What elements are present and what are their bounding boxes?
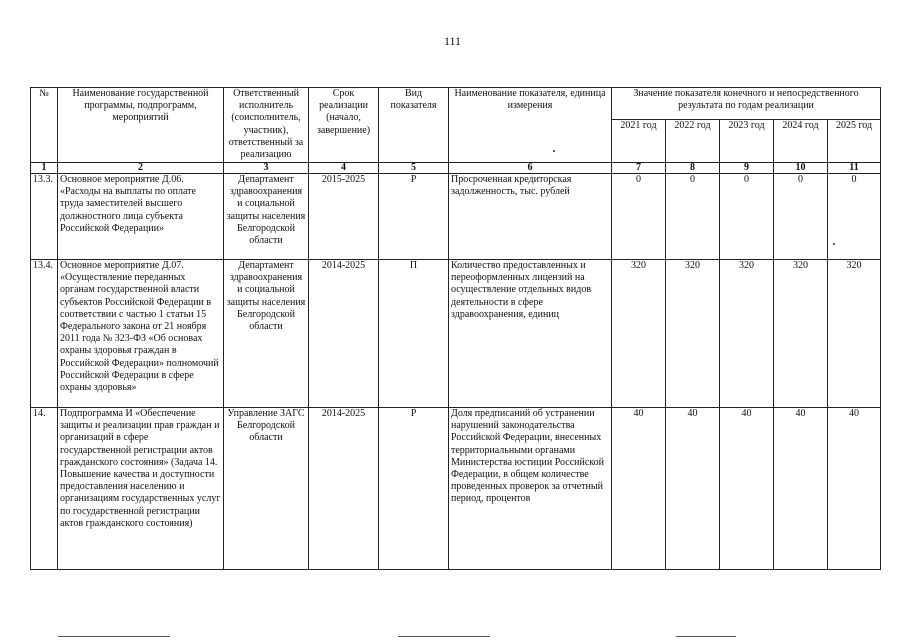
row-num: 13.3.	[31, 174, 58, 260]
column-number: 4	[309, 163, 379, 174]
column-number: 6	[449, 163, 612, 174]
row-executor: Департамент здравоохранения и социальной защиты населения Белгородской области	[224, 260, 309, 408]
row-value: 320	[666, 260, 720, 408]
column-number: 10	[774, 163, 828, 174]
row-value: 320	[720, 260, 774, 408]
row-period: 2014-2025	[309, 260, 379, 408]
header-executor: Ответственный исполнитель (соисполнитель, участник), ответственный за реализацию	[224, 88, 309, 163]
header-year: 2023 год	[720, 120, 774, 163]
column-number: 8	[666, 163, 720, 174]
header-year: 2024 год	[774, 120, 828, 163]
header-year: 2021 год	[612, 120, 666, 163]
scan-edge-line	[676, 636, 736, 637]
scan-edge-line	[58, 636, 170, 637]
row-num: 13.4.	[31, 260, 58, 408]
row-program: Основное мероприятие Д.07. «Осуществление переданных органам государственной власти субъектов Российской Федерации в соответствии с частью 1 статьи 15 Федерального закона от 21 ноября 2011 года № 323-ФЗ «Об основах охраны здоровья граждан в Российской Федерации» полномочий Российской Федерации в сфере охраны здоровья»	[58, 260, 224, 408]
row-indicator: Доля предписаний об устранении нарушений законодательства Российской Федерации, внесенных территориальными органами Министерства юстиции Российской Федерации, в общем количестве проведенных проверок за отчетный период, процентов	[449, 408, 612, 570]
row-value: 40	[774, 408, 828, 570]
row-value: 40	[612, 408, 666, 570]
row-value: 0	[774, 174, 828, 260]
row-value: 40	[720, 408, 774, 570]
header-type: Вид показателя	[379, 88, 449, 163]
row-indicator: Количество предоставленных и переоформленных лицензий на осуществление отдельных видов деятельности в сфере здравоохранения, единиц	[449, 260, 612, 408]
row-indicator: Просроченная кредиторская задолженность, тыс. рублей	[449, 174, 612, 260]
column-number: 11	[828, 163, 881, 174]
row-type: Р	[379, 408, 449, 570]
row-value: 0	[666, 174, 720, 260]
header-indicator: Наименование показателя, единица измерения	[449, 88, 612, 163]
column-number: 7	[612, 163, 666, 174]
row-type: П	[379, 260, 449, 408]
column-number: 5	[379, 163, 449, 174]
scan-edge-line	[398, 636, 490, 637]
column-number: 1	[31, 163, 58, 174]
row-value: 0	[720, 174, 774, 260]
header-year: 2022 год	[666, 120, 720, 163]
row-value: 0	[612, 174, 666, 260]
indicators-table	[30, 87, 881, 570]
header-values-group: Значение показателя конечного и непосредственного результата по годам реализации	[612, 88, 881, 120]
table-row	[31, 174, 881, 260]
row-period: 2014-2025	[309, 408, 379, 570]
row-executor: Управление ЗАГС Белгородской области	[224, 408, 309, 570]
table-row	[31, 260, 881, 408]
row-value: 0	[828, 174, 881, 260]
row-type: Р	[379, 174, 449, 260]
column-number: 2	[58, 163, 224, 174]
row-program: Основное мероприятие Д.06. «Расходы на выплаты по оплате труда заместителей высшего должностного лица субъекта Российской Федерации»	[58, 174, 224, 260]
row-value: 320	[774, 260, 828, 408]
row-value: 320	[828, 260, 881, 408]
header-program: Наименование государственной программы, подпрограмм, мероприятий	[58, 88, 224, 163]
header-period: Срок реализации (начало, завершение)	[309, 88, 379, 163]
column-number: 9	[720, 163, 774, 174]
table-row	[31, 408, 881, 570]
row-value: 320	[612, 260, 666, 408]
row-value: 40	[828, 408, 881, 570]
page-number: 111	[443, 34, 462, 48]
header-num: №	[31, 88, 58, 163]
row-num: 14.	[31, 408, 58, 570]
column-number: 3	[224, 163, 309, 174]
scan-speck	[553, 150, 555, 152]
header-year: 2025 год	[828, 120, 881, 163]
row-executor: Департамент здравоохранения и социальной защиты населения Белгородской области	[224, 174, 309, 260]
row-period: 2015-2025	[309, 174, 379, 260]
row-program: Подпрограмма И «Обеспечение защиты и реализации прав граждан и организаций в сфере государственной регистрации актов гражданского состояния» (Задача 14. Повышение качества и доступности предоставления населению и организациям государственных услуг по государственной регистрации актов гражданского состояния)	[58, 408, 224, 570]
scan-speck	[833, 243, 835, 245]
row-value: 40	[666, 408, 720, 570]
